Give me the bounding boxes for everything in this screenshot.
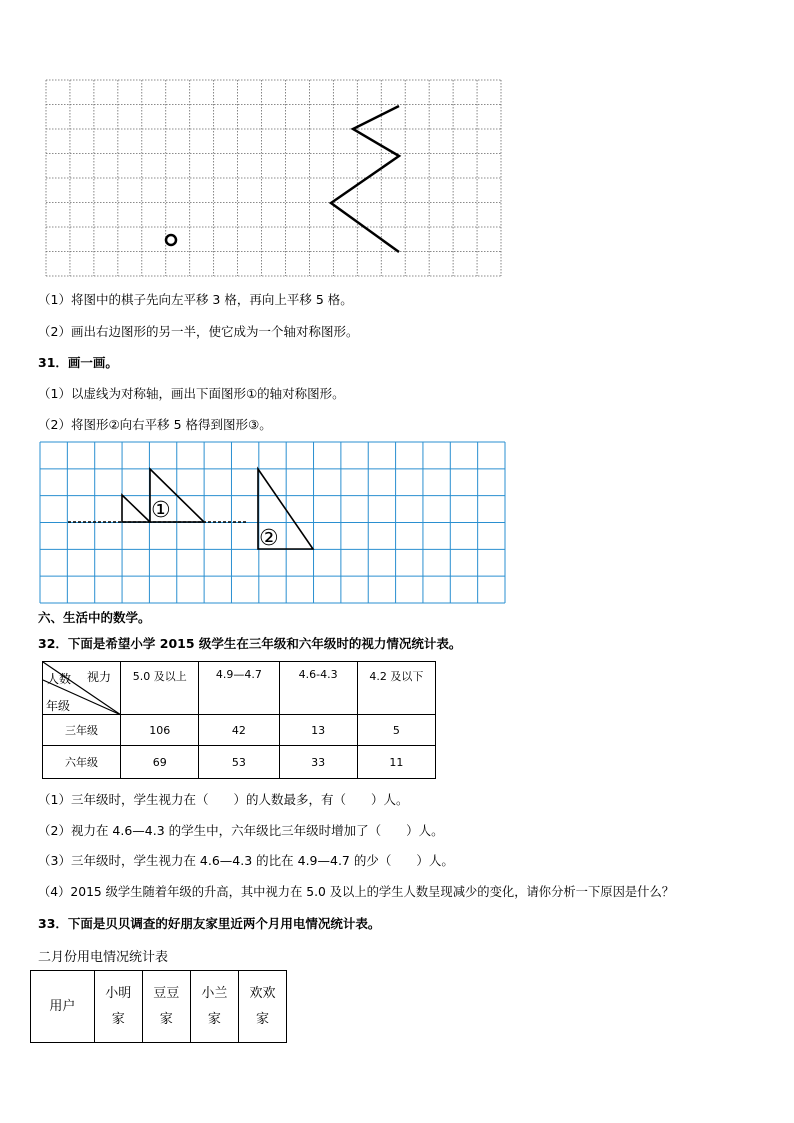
- vision-statistics-table: [42, 661, 436, 779]
- table-row: [43, 746, 436, 779]
- row-label: 六年级: [43, 746, 121, 779]
- table-cell: 5: [357, 715, 435, 746]
- header-cell: [190, 971, 238, 1043]
- header-cell: [238, 971, 286, 1043]
- corner-label-vision: 视力: [87, 670, 112, 684]
- shape-1-triangle-small: [122, 495, 150, 522]
- header-cell: 4.2 及以下: [357, 662, 435, 715]
- header-line: 家: [159, 1011, 173, 1027]
- q30-grid-figure: [46, 80, 502, 277]
- table-cell: 33: [279, 746, 357, 779]
- table-cell: 69: [121, 746, 199, 779]
- q31-part2: （2）将图形②向右平移 5 格得到图形③。: [38, 417, 272, 432]
- table-cell: 42: [199, 715, 279, 746]
- zigzag-half-figure: [331, 106, 399, 252]
- header-line: 欢欢: [249, 985, 276, 1001]
- q32-sub2: （2）视力在 4.6—4.3 的学生中，六年级比三年级时增加了（ ）人。: [38, 823, 444, 838]
- q32-title: 32．下面是希望小学 2015 级学生在三年级和六年级时的视力情况统计表。: [38, 636, 462, 651]
- q30-part1: （1）将图中的棋子先向左平移 3 格，再向上平移 5 格。: [38, 292, 353, 307]
- q30-part2: （2）画出右边图形的另一半，使它成为一个轴对称图形。: [38, 324, 359, 339]
- q31-title: 31．画一画。: [38, 355, 118, 370]
- q33-title: 33．下面是贝贝调查的好朋友家里近两个月用电情况统计表。: [38, 916, 381, 931]
- shape-1-label: ①: [151, 498, 171, 523]
- table-cell: 11: [357, 746, 435, 779]
- q31-grid-figure: [40, 442, 506, 604]
- header-cell: [94, 971, 142, 1043]
- header-cell: 5.0 及以上: [121, 662, 199, 715]
- header-line: 小兰: [201, 985, 228, 1001]
- header-line: 小明: [105, 985, 132, 1001]
- table-row: [43, 715, 436, 746]
- corner-label-grade: 年级: [46, 699, 71, 713]
- table-cell: 106: [121, 715, 199, 746]
- q33-table-caption: 二月份用电情况统计表: [38, 950, 169, 965]
- header-cell: 4.6-4.3: [279, 662, 357, 715]
- table-cell: 13: [279, 715, 357, 746]
- header-cell: 4.9—4.7: [199, 662, 279, 715]
- electricity-usage-table: [30, 970, 287, 1043]
- table-cell: 53: [199, 746, 279, 779]
- header-line: 家: [207, 1011, 221, 1027]
- q32-sub1: （1）三年级时，学生视力在（ ）的人数最多，有（ ）人。: [38, 792, 409, 807]
- header-line: 家: [111, 1011, 125, 1027]
- q32-sub4: （4）2015 级学生随着年级的升高，其中视力在 5.0 及以上的学生人数呈现减少的变化，请你分析一下原因是什么？: [38, 885, 675, 899]
- header-line: 豆豆: [153, 985, 180, 1001]
- row-label: 三年级: [43, 715, 121, 746]
- shape-2-label: ②: [259, 526, 279, 551]
- header-cell: [142, 971, 190, 1043]
- table-corner-cell: [43, 662, 121, 715]
- corner-label-people: 人数: [47, 672, 72, 686]
- q32-sub3: （3）三年级时，学生视力在 4.6—4.3 的比在 4.9—4.7 的少（ ）人。: [38, 853, 454, 868]
- dotted-grid: [46, 80, 501, 276]
- row-label-user: 用户: [31, 971, 95, 1043]
- chess-piece[interactable]: [166, 235, 176, 245]
- header-line: 家: [255, 1011, 269, 1027]
- q31-part1: （1）以虚线为对称轴，画出下面图形①的轴对称图形。: [38, 386, 345, 401]
- section-6-title: 六、生活中的数学。: [38, 610, 151, 625]
